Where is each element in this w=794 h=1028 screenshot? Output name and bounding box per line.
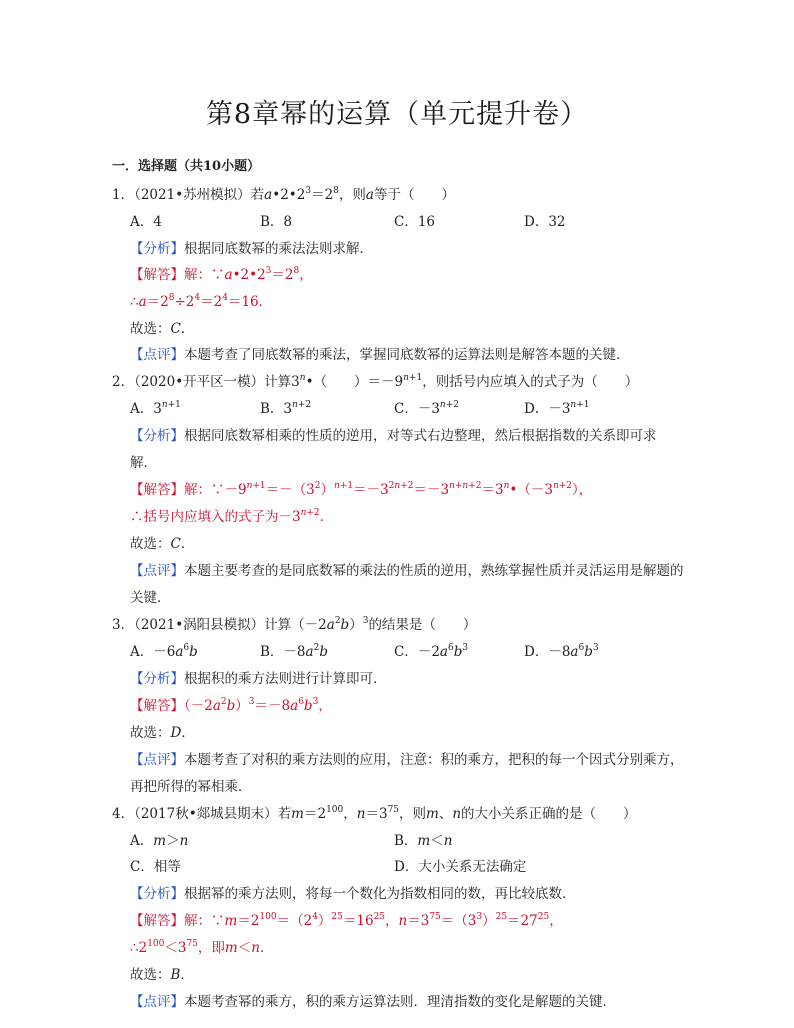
q4-stem: 4．（2017秋•郯城县期末）若$m=2^{100}$，$n=3^{75}$，则m、n的大小关系正确的是（ ）	[112, 805, 637, 822]
q4-choice: 故选：B．	[130, 967, 194, 983]
q1-option-a: A．4	[130, 214, 162, 230]
q4-comment: 【点评】本题考查幂的乘方，积的乘方运算法则．理清指数的变化是解题的关键．	[130, 994, 616, 1010]
q3-answer: 【解答】$(-2a^2b)^3=-8a^6b^3$，	[130, 697, 332, 714]
q3-comment-cont: 再把所得的幂相乘．	[130, 779, 252, 795]
q4-analysis: 【分析】根据幂的乘方法则，将每一个数化为指数相同的数，再比较底数．	[130, 886, 576, 902]
q3-choice: 故选：D．	[130, 725, 195, 741]
q4-answer: 【解答】解：$\because m=2^{100}=(2^4)^{25}=16^{25}$，$n=3^{75}=(3^3)^{25}=27^{25}$，	[130, 912, 563, 929]
q3-stem: 3．（2021•涡阳县模拟）计算$(-2a^2b)^3$的结果是（ ）	[112, 616, 477, 633]
q3-option-a: A．$-6a^6b$	[130, 643, 198, 660]
q2-analysis: 【分析】根据同底数幂相乘的性质的逆用，对等式右边整理，然后根据指数的关系即可求	[130, 428, 657, 444]
q2-comment-cont: 关键．	[130, 590, 171, 606]
q3-option-b: B．$-8a^2b$	[260, 643, 328, 660]
q4-option-b: B．m＜n	[394, 833, 453, 849]
q4-option-c: C．相等	[130, 859, 181, 875]
q3-analysis: 【分析】根据积的乘方法则进行计算即可．	[130, 671, 387, 687]
q4-answer-step2: $\therefore 2^{100}<3^{75}$，即m＜n．	[130, 939, 274, 956]
q2-stem: 2．（2020•开平区一模）计算3$^n$•（ ）$=-9^{n+1}$，则括号内应填入的式子为（ ）	[112, 373, 639, 390]
q1-stem: 1．（2021•苏州模拟）若$a•2•2^3=2^8$，则a等于（ ）	[112, 186, 455, 203]
q3-option-d: D．$-8a^6b^3$	[524, 643, 599, 660]
section-heading: 一．选择题（共10小题）	[112, 159, 261, 174]
page-title: 第8章幂的运算（单元提升卷）	[205, 99, 589, 130]
q2-choice: 故选：C．	[130, 536, 195, 552]
q2-option-b: B．$3^{n+2}$	[260, 400, 312, 417]
q1-comment: 【点评】本题考查了同底数幂的乘法，掌握同底数幂的运算法则是解答本题的关键．	[130, 347, 630, 363]
q1-answer: 【解答】解：$\because a•2•2^3=2^8$，	[130, 266, 313, 283]
q2-analysis-cont: 解．	[130, 455, 157, 471]
q2-answer-step2: ∴括号内应填入的式子为$-3^{n+2}$．	[130, 508, 334, 525]
q2-comment: 【点评】本题主要考查的是同底数幂的乘法的性质的逆用，熟练掌握性质并灵活运用是解题的	[130, 563, 684, 579]
q3-comment: 【点评】本题考查了对积的乘方法则的应用，注意：积的乘方，把积的每一个因式分别乘方，	[130, 752, 684, 768]
q2-answer: 【解答】解：$\because-9^{n+1}=-(3^2)^{n+1}=-3^{2n+2}=-3^{n+n+2}=3^n•(-3^{n+2})$，	[130, 481, 593, 498]
q2-option-a: A．$3^{n+1}$	[130, 400, 181, 417]
q1-option-b: B．8	[260, 214, 293, 230]
q1-option-c: C．16	[394, 214, 436, 230]
q1-choice: 故选：C．	[130, 321, 195, 337]
q1-answer-step2: $\therefore a=2^8\div 2^4=2^4=16$．	[130, 293, 273, 310]
q2-option-d: D．$-3^{n+1}$	[524, 400, 590, 417]
q2-option-c: C．$-3^{n+2}$	[394, 400, 459, 417]
q4-option-d: D．大小关系无法确定	[394, 859, 527, 875]
q1-analysis: 【分析】根据同底数幂的乘法法则求解．	[130, 241, 373, 257]
q3-option-c: C．$-2a^6b^3$	[394, 643, 469, 660]
q1-option-d: D．32	[524, 214, 566, 230]
q4-option-a: A．m＞n	[130, 833, 189, 849]
